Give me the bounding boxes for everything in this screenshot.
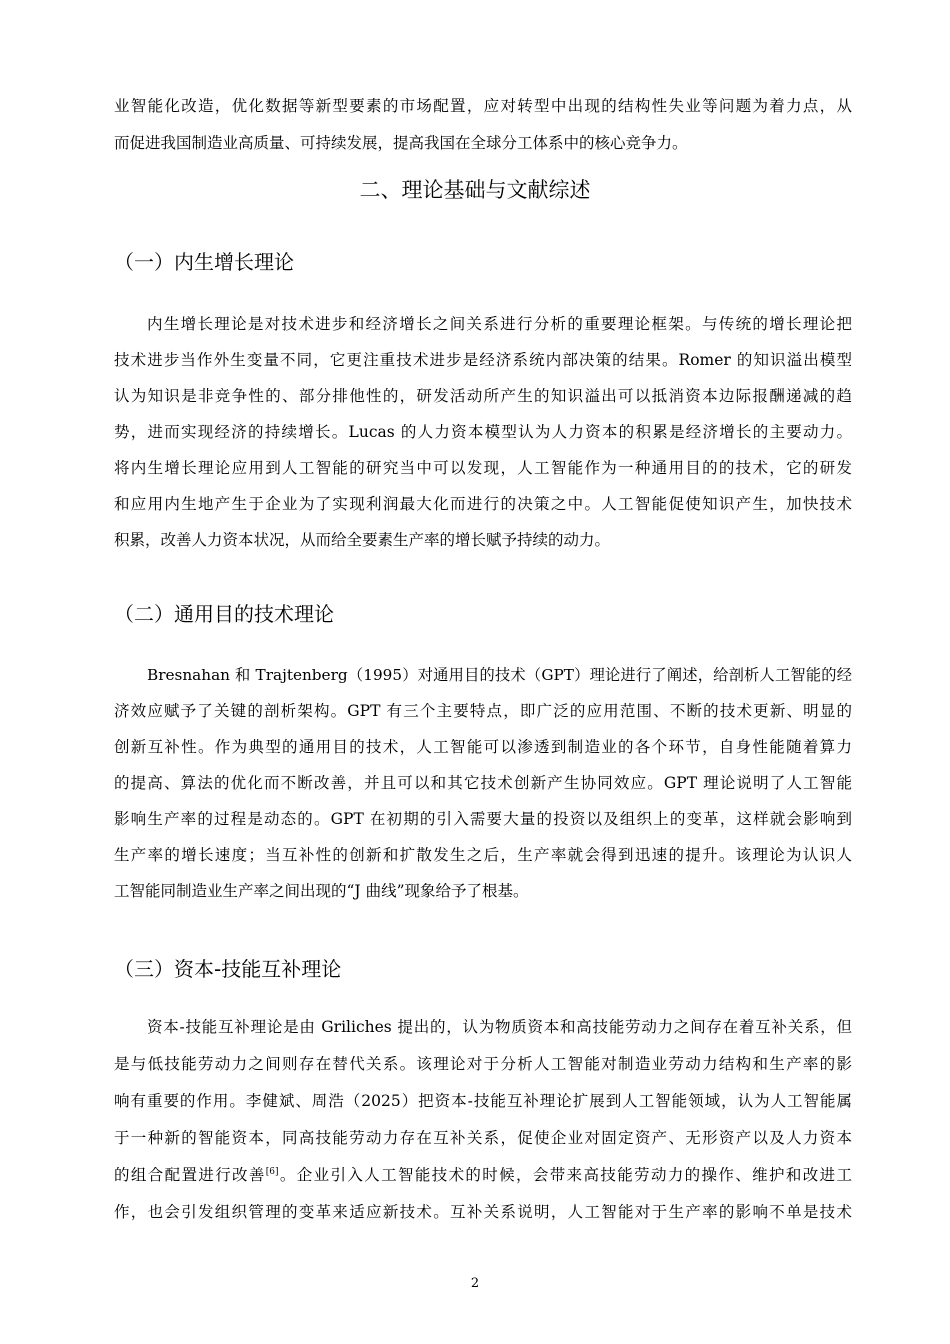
subsection-heading-1: （一）内生增长理论 [114, 250, 294, 274]
text-line: 技术进步当作外生变量不同，它更注重技术进步是经济系统内部决策的结果。Romer 的知识溢出模型 [114, 351, 852, 369]
text-line: 而促进我国制造业高质量、可持续发展，提高我国在全球分工体系中的核心竞争力。 [114, 134, 688, 152]
text-line: 是与低技能劳动力之间则存在替代关系。该理论对于分析人工智能对制造业劳动力结构和生产率的影 [114, 1055, 852, 1073]
text-segment: 。企业引入人工智能技术的时候，会带来高技能劳动力的操作、维护和改进工 [278, 1166, 852, 1184]
text-line-with-citation [114, 1165, 852, 1185]
text-line: 内生增长理论是对技术进步和经济增长之间关系进行分析的重要理论框架。与传统的增长理论把 [147, 315, 852, 333]
text-line: 势，进而实现经济的持续增长。Lucas 的人力资本模型认为人力资本的积累是经济增长的主要动力。 [114, 423, 852, 441]
section-title: 二、理论基础与文献综述 [359, 178, 591, 202]
text-line: 和应用内生地产生于企业为了实现利润最大化而进行的决策之中。人工智能促使知识产生，加快技术 [114, 495, 852, 513]
text-line: Bresnahan 和 Trajtenberg（1995）对通用目的技术（GPT）理论进行了阐述，给剖析人工智能的经 [147, 666, 852, 684]
text-line: 将内生增长理论应用到人工智能的研究当中可以发现，人工智能作为一种通用目的的技术，它的研发 [114, 459, 852, 477]
text-line: 资本-技能互补理论是由 Griliches 提出的，认为物质资本和高技能劳动力之间存在着互补关系，但 [147, 1018, 852, 1036]
subsection-heading-2: （二）通用目的技术理论 [114, 602, 334, 626]
text-line: 工智能同制造业生产率之间出现的“J 曲线”现象给予了根基。 [114, 882, 529, 900]
text-line: 影响生产率的过程是动态的。GPT 在初期的引入需要大量的投资以及组织上的变革，这样就会影响到 [114, 810, 852, 828]
text-line: 业智能化改造，优化数据等新型要素的市场配置，应对转型中出现的结构性失业等问题为着力点，从 [114, 97, 852, 115]
text-line: 创新互补性。作为典型的通用目的技术，人工智能可以渗透到制造业的各个环节，自身性能随着算力 [114, 738, 852, 756]
text-line: 生产率的增长速度；当互补性的创新和扩散发生之后，生产率就会得到迅速的提升。该理论为认识人 [114, 846, 852, 864]
subsection-heading-3: （三）资本-技能互补理论 [114, 957, 342, 981]
text-segment: 的组合配置进行改善 [114, 1166, 266, 1184]
text-line: 作，也会引发组织管理的变革来适应新技术。互补关系说明，人工智能对于生产率的影响不单是技术 [114, 1203, 852, 1221]
page-number: 2 [470, 1276, 480, 1291]
text-line: 认为知识是非竞争性的、部分排他性的，研发活动所产生的知识溢出可以抵消资本边际报酬递减的趋 [114, 387, 852, 405]
text-line: 于一种新的智能资本，同高技能劳动力存在互补关系，促使企业对固定资产、无形资产以及人力资本 [114, 1129, 852, 1147]
text-line: 响有重要的作用。李健斌、周浩（2025）把资本-技能互补理论扩展到人工智能领域，认为人工智能属 [114, 1092, 852, 1110]
text-line: 济效应赋予了关键的剖析架构。GPT 有三个主要特点，即广泛的应用范围、不断的技术更新、明显的 [114, 702, 852, 720]
text-line: 积累，改善人力资本状况，从而给全要素生产率的增长赋予持续的动力。 [114, 531, 611, 549]
citation-marker: [6] [265, 1166, 279, 1177]
text-line: 的提高、算法的优化而不断改善，并且可以和其它技术创新产生协同效应。GPT 理论说明了人工智能 [114, 774, 852, 792]
